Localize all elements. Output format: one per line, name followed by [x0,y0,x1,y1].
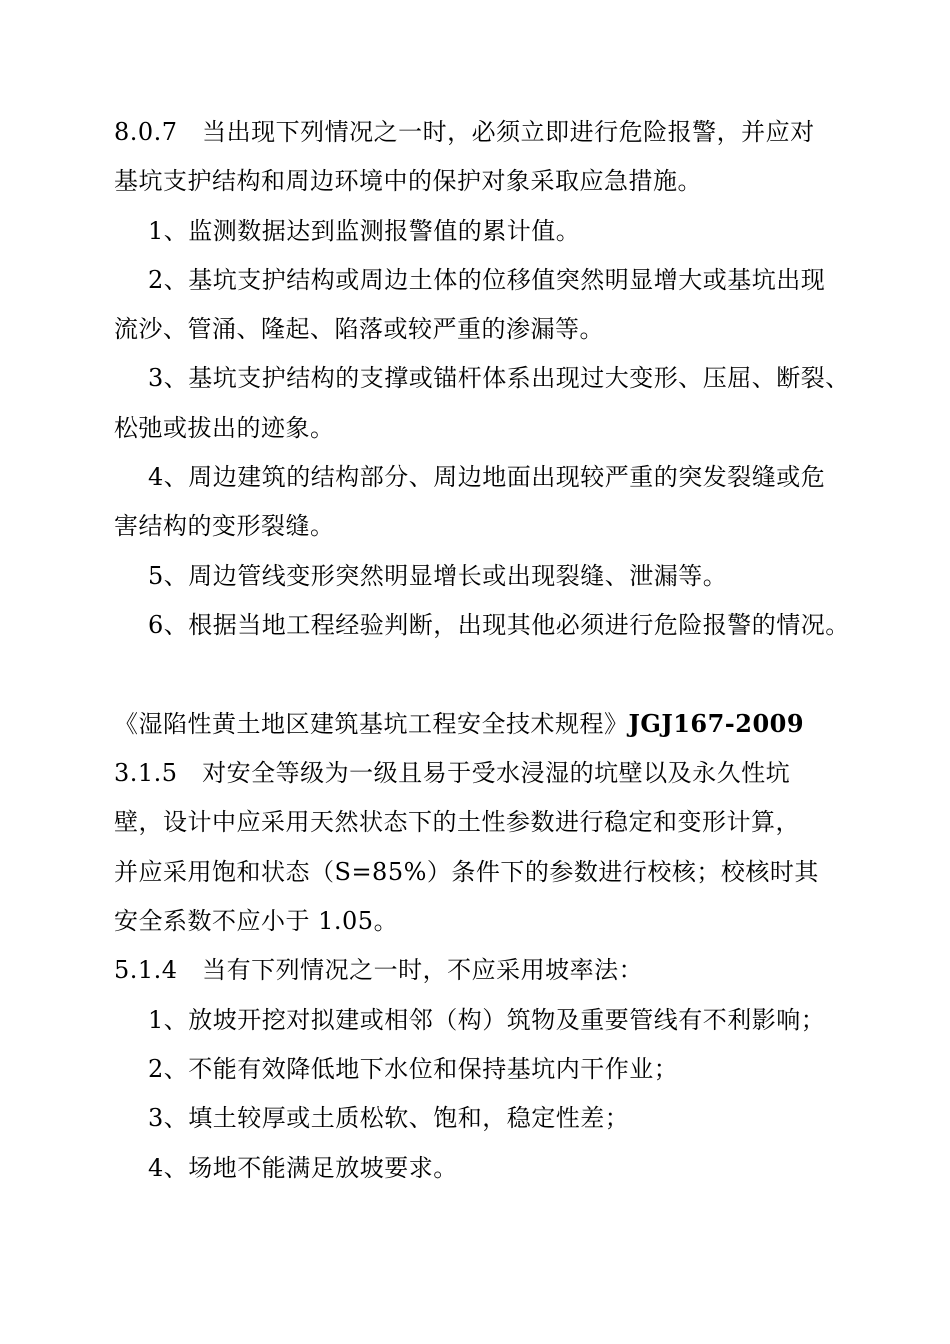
section-807-item-6: 6、根据当地工程经验判断，出现其他必须进行危险报警的情况。 [148,611,850,639]
section-807-item-3-line2: 松弛或拔出的迹象。 [114,414,335,442]
section-807-heading-line1: 8.0.7 当出现下列情况之一时，必须立即进行危险报警，并应对 [114,118,815,146]
standard-code: JGJ167-2009 [628,709,805,738]
section-807-item-1: 1、监测数据达到监测报警值的累计值。 [148,217,581,245]
section-514-item-1: 1、放坡开挖对拟建或相邻（构）筑物及重要管线有不利影响； [148,1006,826,1034]
section-514-item-3: 3、填土较厚或土质松软、饱和，稳定性差； [148,1104,630,1132]
section-514-heading: 5.1.4 当有下列情况之一时，不应采用坡率法： [114,956,644,984]
standard-title: 《湿陷性黄土地区建筑基坑工程安全技术规程》 [114,710,629,738]
section-315-line3: 并应采用饱和状态（S=85%）条件下的参数进行校核；校核时其 [114,858,819,886]
standard-title-line [114,709,804,739]
section-807-item-2-line1: 2、基坑支护结构或周边土体的位移值突然明显增大或基坑出现 [148,266,826,294]
section-315-line4: 安全系数不应小于 1.05。 [114,907,399,935]
section-315-line2: 壁，设计中应采用天然状态下的土性参数进行稳定和变形计算， [114,808,800,836]
section-514-item-4: 4、场地不能满足放坡要求。 [148,1154,458,1182]
section-807-item-4-line2: 害结构的变形裂缝。 [114,512,335,540]
section-807-item-2-line2: 流沙、管涌、隆起、陷落或较严重的渗漏等。 [114,315,604,343]
section-315-line1: 3.1.5 对安全等级为一级且易于受水浸湿的坑壁以及永久性坑 [114,759,791,787]
section-807-item-3-line1: 3、基坑支护结构的支撑或锚杆体系出现过大变形、压屈、断裂、 [148,364,850,392]
section-514-item-2: 2、不能有效降低地下水位和保持基坑内干作业； [148,1055,679,1083]
section-807-item-5: 5、周边管线变形突然明显增长或出现裂缝、泄漏等。 [148,562,728,590]
section-807-item-4-line1: 4、周边建筑的结构部分、周边地面出现较严重的突发裂缝或危 [148,463,826,491]
section-807-heading-line2: 基坑支护结构和周边环境中的保护对象采取应急措施。 [114,167,702,195]
